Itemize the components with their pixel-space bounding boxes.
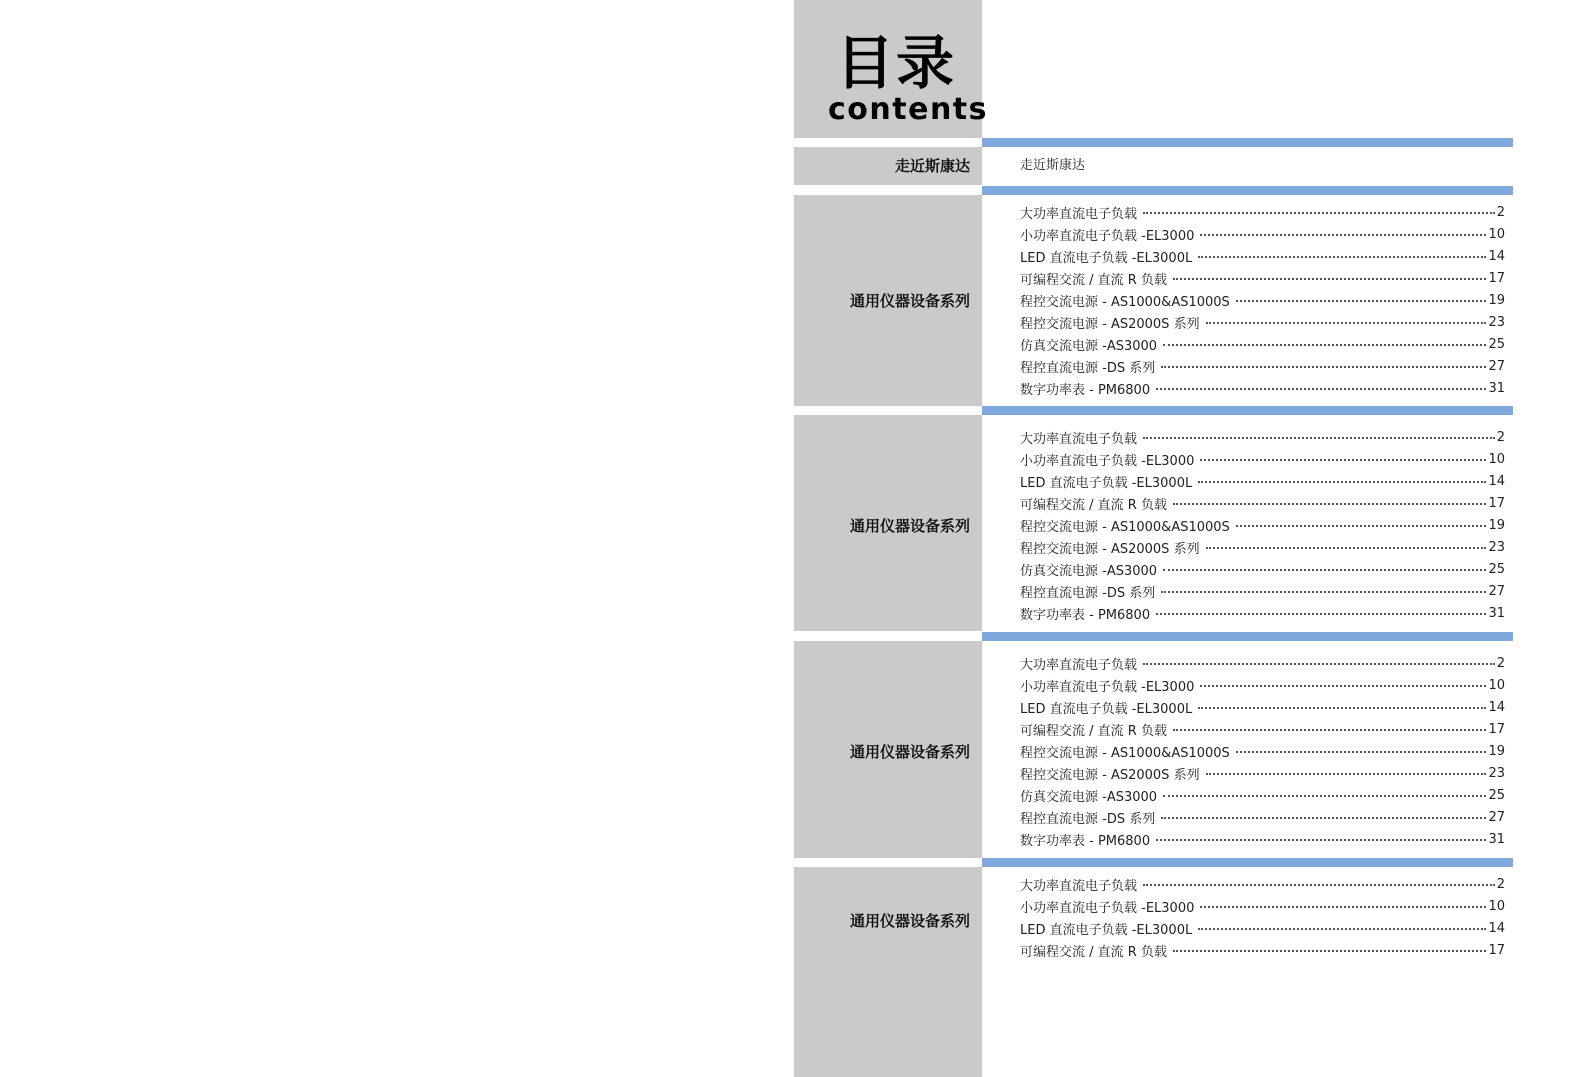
toc-entry-title: 大功率直流电子负载: [1020, 431, 1138, 447]
toc-entry-title: 程控直流电源 -DS 系列: [1020, 585, 1156, 601]
toc-entry-title: LED 直流电子负载 -EL3000L: [1020, 701, 1193, 717]
toc-entry[interactable]: [1020, 580, 1505, 602]
page-title: 目录: [836, 29, 957, 97]
toc-entry-title: 程控交流电源 - AS1000&AS1000S: [1020, 294, 1230, 310]
dot-leader: [1173, 503, 1487, 505]
toc-entry[interactable]: [1020, 740, 1505, 762]
toc-entry-page: 17: [1488, 721, 1505, 737]
toc-entry[interactable]: [1020, 311, 1505, 333]
toc-entry[interactable]: [1020, 652, 1505, 674]
toc-entry-page: 10: [1488, 451, 1505, 467]
toc-entry-title: 大功率直流电子负载: [1020, 878, 1138, 894]
toc-entry-title: 小功率直流电子负载 -EL3000: [1020, 900, 1195, 916]
dot-leader: [1161, 591, 1486, 593]
dot-leader: [1163, 569, 1486, 571]
section-label-panel: [794, 867, 982, 1077]
toc-entry[interactable]: [1020, 492, 1505, 514]
toc-entry-title: 程控交流电源 - AS1000&AS1000S: [1020, 745, 1230, 761]
dot-leader: [1156, 613, 1486, 615]
dot-leader: [1200, 459, 1486, 461]
dot-leader: [1143, 884, 1495, 886]
toc-entry-page: 25: [1488, 561, 1505, 577]
dot-leader: [1200, 685, 1486, 687]
intro-label: 走近斯康达: [894, 157, 970, 175]
toc-entry-page: 31: [1488, 605, 1505, 621]
toc-entry[interactable]: [1020, 448, 1505, 470]
toc-entry-title: LED 直流电子负载 -EL3000L: [1020, 922, 1193, 938]
toc-entry-page: 14: [1488, 248, 1505, 264]
toc-entry[interactable]: [1020, 558, 1505, 580]
toc-entry-page: 19: [1488, 292, 1505, 308]
toc-entry-page: 2: [1496, 876, 1505, 892]
section-divider: [982, 186, 1513, 195]
toc-entry[interactable]: [1020, 917, 1505, 939]
toc-entry-title: 程控交流电源 - AS2000S 系列: [1020, 541, 1200, 557]
toc-entry-title: LED 直流电子负载 -EL3000L: [1020, 475, 1193, 491]
section-label: 通用仪器设备系列: [849, 292, 970, 310]
toc-entry[interactable]: [1020, 602, 1505, 624]
toc-entry[interactable]: [1020, 536, 1505, 558]
toc-entry-title: 小功率直流电子负载 -EL3000: [1020, 228, 1195, 244]
toc-entry-title: 数字功率表 - PM6800: [1020, 833, 1151, 849]
toc-entry-title: 程控交流电源 - AS2000S 系列: [1020, 316, 1200, 332]
toc-entry-title: 小功率直流电子负载 -EL3000: [1020, 679, 1195, 695]
dot-leader: [1198, 928, 1486, 930]
toc-entry-title: 可编程交流 / 直流 R 负载: [1020, 944, 1167, 960]
toc-entry-title: 仿真交流电源 -AS3000: [1020, 789, 1158, 805]
toc-entry-page: 19: [1488, 517, 1505, 533]
toc-entry[interactable]: [1020, 674, 1505, 696]
toc-entry[interactable]: [1020, 223, 1505, 245]
dot-leader: [1236, 751, 1487, 753]
dot-leader: [1200, 234, 1486, 236]
toc-entry-title: 程控直流电源 -DS 系列: [1020, 811, 1156, 827]
toc-entry-page: 14: [1488, 473, 1505, 489]
dot-leader: [1198, 707, 1486, 709]
toc-entry[interactable]: [1020, 696, 1505, 718]
toc-entry-page: 31: [1488, 831, 1505, 847]
toc-entry-title: 仿真交流电源 -AS3000: [1020, 338, 1158, 354]
dot-leader: [1161, 817, 1486, 819]
toc-entry-page: 17: [1488, 270, 1505, 286]
toc-list: [1020, 873, 1505, 961]
toc-entry-page: 10: [1488, 677, 1505, 693]
dot-leader: [1163, 795, 1486, 797]
toc-entry[interactable]: [1020, 873, 1505, 895]
section-divider: [982, 406, 1513, 415]
toc-entry-page: 2: [1496, 204, 1505, 220]
dot-leader: [1206, 773, 1487, 775]
toc-entry-page: 27: [1488, 583, 1505, 599]
toc-entry[interactable]: [1020, 245, 1505, 267]
dot-leader: [1206, 322, 1487, 324]
toc-entry-title: 小功率直流电子负载 -EL3000: [1020, 453, 1195, 469]
toc-list: [1020, 652, 1505, 850]
toc-entry-page: 14: [1488, 699, 1505, 715]
toc-entry[interactable]: [1020, 333, 1505, 355]
toc-entry-page: 10: [1488, 898, 1505, 914]
toc-entry-title: 程控直流电源 -DS 系列: [1020, 360, 1156, 376]
section-label: 通用仪器设备系列: [849, 743, 970, 761]
toc-entry-page: 17: [1488, 495, 1505, 511]
toc-entry[interactable]: [1020, 355, 1505, 377]
page-subtitle: contents: [828, 92, 988, 127]
toc-entry-title: LED 直流电子负载 -EL3000L: [1020, 250, 1193, 266]
toc-entry-page: 27: [1488, 358, 1505, 374]
toc-entry-title: 可编程交流 / 直流 R 负载: [1020, 497, 1167, 513]
intro-entry[interactable]: 走近斯康达: [1020, 158, 1086, 173]
toc-entry-page: 14: [1488, 920, 1505, 936]
toc-entry-page: 31: [1488, 380, 1505, 396]
toc-entry-page: 2: [1496, 655, 1505, 671]
section-label: 通用仪器设备系列: [849, 517, 970, 535]
dot-leader: [1198, 256, 1486, 258]
toc-entry[interactable]: [1020, 828, 1505, 850]
dot-leader: [1163, 344, 1486, 346]
dot-leader: [1206, 547, 1487, 549]
toc-entry[interactable]: [1020, 806, 1505, 828]
toc-entry[interactable]: [1020, 289, 1505, 311]
dot-leader: [1236, 525, 1487, 527]
toc-entry-title: 可编程交流 / 直流 R 负载: [1020, 272, 1167, 288]
toc-entry-page: 23: [1488, 539, 1505, 555]
toc-entry[interactable]: [1020, 939, 1505, 961]
toc-entry[interactable]: [1020, 784, 1505, 806]
toc-entry-page: 25: [1488, 336, 1505, 352]
toc-entry-page: 17: [1488, 942, 1505, 958]
toc-list: [1020, 201, 1505, 399]
dot-leader: [1173, 729, 1487, 731]
toc-entry-title: 程控交流电源 - AS1000&AS1000S: [1020, 519, 1230, 535]
toc-entry-title: 大功率直流电子负载: [1020, 657, 1138, 673]
dot-leader: [1143, 212, 1495, 214]
toc-entry-title: 大功率直流电子负载: [1020, 206, 1138, 222]
section-divider: [982, 858, 1513, 867]
toc-entry[interactable]: [1020, 470, 1505, 492]
dot-leader: [1161, 366, 1486, 368]
toc-entry-page: 27: [1488, 809, 1505, 825]
toc-entry-page: 2: [1496, 429, 1505, 445]
section-label: 通用仪器设备系列: [849, 912, 970, 930]
dot-leader: [1156, 388, 1486, 390]
toc-entry-title: 数字功率表 - PM6800: [1020, 607, 1151, 623]
toc-list: [1020, 426, 1505, 624]
toc-entry-title: 程控交流电源 - AS2000S 系列: [1020, 767, 1200, 783]
toc-entry-title: 仿真交流电源 -AS3000: [1020, 563, 1158, 579]
toc-entry[interactable]: [1020, 514, 1505, 536]
toc-entry-page: 23: [1488, 765, 1505, 781]
dot-leader: [1156, 839, 1486, 841]
dot-leader: [1236, 300, 1487, 302]
toc-entry-page: 10: [1488, 226, 1505, 242]
dot-leader: [1143, 663, 1495, 665]
toc-entry-page: 23: [1488, 314, 1505, 330]
section-divider: [982, 632, 1513, 641]
dot-leader: [1200, 906, 1486, 908]
dot-leader: [1173, 950, 1487, 952]
toc-entry[interactable]: [1020, 895, 1505, 917]
toc-entry-title: 可编程交流 / 直流 R 负载: [1020, 723, 1167, 739]
toc-entry[interactable]: [1020, 762, 1505, 784]
section-divider: [982, 138, 1513, 147]
dot-leader: [1173, 278, 1487, 280]
toc-entry-page: 25: [1488, 787, 1505, 803]
toc-entry[interactable]: [1020, 201, 1505, 223]
toc-entry-page: 19: [1488, 743, 1505, 759]
toc-entry[interactable]: [1020, 377, 1505, 399]
dot-leader: [1143, 437, 1495, 439]
dot-leader: [1198, 481, 1486, 483]
toc-entry-title: 数字功率表 - PM6800: [1020, 382, 1151, 398]
toc-entry[interactable]: [1020, 267, 1505, 289]
toc-entry[interactable]: [1020, 718, 1505, 740]
toc-entry[interactable]: [1020, 426, 1505, 448]
